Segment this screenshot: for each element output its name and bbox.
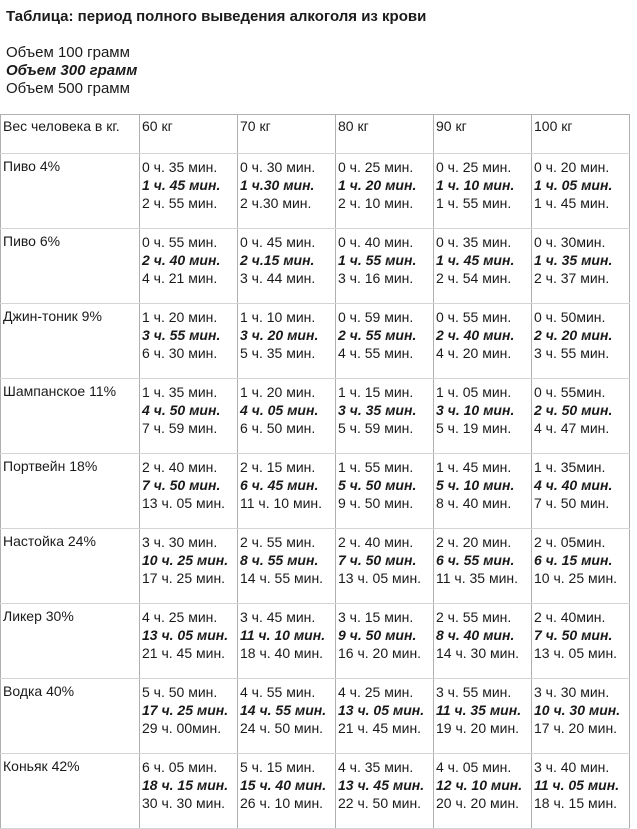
time-500g: 2 ч. 55 мин. xyxy=(142,195,218,211)
table-row xyxy=(1,454,630,529)
drink-name-cell: Портвейн 18% xyxy=(1,454,140,529)
time-cell xyxy=(532,229,630,304)
time-cell xyxy=(434,604,532,679)
table-row xyxy=(1,154,630,229)
time-100g: 4 ч. 05 мин. xyxy=(436,759,512,775)
time-300g: 2 ч.15 мин. xyxy=(240,252,315,268)
time-500g: 7 ч. 59 мин. xyxy=(142,420,218,436)
header-weight-90: 90 кг xyxy=(434,115,532,154)
time-100g: 2 ч. 40 мин. xyxy=(142,459,218,475)
time-cell xyxy=(434,229,532,304)
time-100g: 3 ч. 55 мин. xyxy=(436,684,512,700)
time-300g: 3 ч. 20 мин. xyxy=(240,327,319,343)
time-100g: 3 ч. 15 мин. xyxy=(338,609,414,625)
legend-volume-100: Объем 100 грамм xyxy=(6,44,130,61)
time-500g: 4 ч. 21 мин. xyxy=(142,270,218,286)
time-300g: 4 ч. 50 мин. xyxy=(142,402,221,418)
time-cell xyxy=(336,379,434,454)
time-500g: 14 ч. 30 мин. xyxy=(436,645,520,661)
time-100g: 1 ч. 55 мин. xyxy=(338,459,414,475)
time-100g: 1 ч. 35 мин. xyxy=(142,384,218,400)
time-300g: 1 ч. 05 мин. xyxy=(534,177,613,193)
time-100g: 0 ч. 55 мин. xyxy=(142,234,218,250)
time-cell xyxy=(434,304,532,379)
time-100g: 3 ч. 30 мин. xyxy=(534,684,610,700)
time-300g: 8 ч. 55 мин. xyxy=(240,552,319,568)
time-cell xyxy=(336,679,434,754)
time-300g: 4 ч. 40 мин. xyxy=(534,477,613,493)
time-100g: 2 ч. 55 мин. xyxy=(436,609,512,625)
table-row xyxy=(1,529,630,604)
time-300g: 11 ч. 10 мин. xyxy=(240,627,326,643)
time-500g: 13 ч. 05 мин. xyxy=(534,645,618,661)
time-300g: 13 ч. 05 мин. xyxy=(338,702,425,718)
time-500g: 17 ч. 25 мин. xyxy=(142,570,226,586)
time-100g: 2 ч. 05мин. xyxy=(534,534,606,550)
time-500g: 21 ч. 45 мин. xyxy=(338,720,422,736)
time-500g: 14 ч. 55 мин. xyxy=(240,570,324,586)
page-title: Таблица: период полного выведения алкоголя из крови xyxy=(6,8,427,25)
time-100g: 0 ч. 59 мин. xyxy=(338,309,414,325)
time-100g: 4 ч. 55 мин. xyxy=(240,684,316,700)
time-cell xyxy=(238,604,336,679)
time-100g: 0 ч. 40 мин. xyxy=(338,234,414,250)
table-row xyxy=(1,679,630,754)
time-cell xyxy=(140,379,238,454)
time-300g: 17 ч. 25 мин. xyxy=(142,702,229,718)
time-500g: 6 ч. 30 мин. xyxy=(142,345,218,361)
time-300g: 3 ч. 10 мин. xyxy=(436,402,515,418)
time-cell xyxy=(238,154,336,229)
drink-name-cell: Джин-тоник 9% xyxy=(1,304,140,379)
time-300g: 2 ч. 55 мин. xyxy=(338,327,417,343)
time-300g: 2 ч. 40 мин. xyxy=(436,327,515,343)
header-weight-80: 80 кг xyxy=(336,115,434,154)
time-500g: 24 ч. 50 мин. xyxy=(240,720,324,736)
legend-volume-500: Объем 500 грамм xyxy=(6,80,130,97)
legend-volume-300: Объем 300 грамм xyxy=(6,62,138,79)
time-500g: 29 ч. 00мин. xyxy=(142,720,222,736)
time-cell xyxy=(238,229,336,304)
table-row xyxy=(1,229,630,304)
time-500g: 4 ч. 47 мин. xyxy=(534,420,610,436)
time-500g: 20 ч. 20 мин. xyxy=(436,795,520,811)
time-cell xyxy=(336,154,434,229)
time-500g: 2 ч. 54 мин. xyxy=(436,270,512,286)
time-300g: 1 ч. 55 мин. xyxy=(338,252,417,268)
time-cell xyxy=(532,604,630,679)
time-500g: 8 ч. 40 мин. xyxy=(436,495,512,511)
time-cell xyxy=(434,529,532,604)
drink-name-cell: Пиво 4% xyxy=(1,154,140,229)
time-cell xyxy=(238,679,336,754)
time-cell xyxy=(140,529,238,604)
time-300g: 6 ч. 15 мин. xyxy=(534,552,613,568)
time-cell xyxy=(336,304,434,379)
time-500g: 4 ч. 55 мин. xyxy=(338,345,414,361)
time-100g: 0 ч. 30мин. xyxy=(534,234,606,250)
time-300g: 12 ч. 10 мин. xyxy=(436,777,523,793)
time-500g: 1 ч. 55 мин. xyxy=(436,195,512,211)
time-500g: 17 ч. 20 мин. xyxy=(534,720,618,736)
time-100g: 1 ч. 10 мин. xyxy=(240,309,316,325)
alcohol-elimination-table xyxy=(0,114,630,829)
time-100g: 2 ч. 40 мин. xyxy=(338,534,414,550)
time-300g: 6 ч. 45 мин. xyxy=(240,477,319,493)
time-100g: 3 ч. 40 мин. xyxy=(534,759,610,775)
drink-name-cell: Водка 40% xyxy=(1,679,140,754)
time-500g: 19 ч. 20 мин. xyxy=(436,720,520,736)
time-100g: 0 ч. 55 мин. xyxy=(436,309,512,325)
time-100g: 4 ч. 25 мин. xyxy=(142,609,218,625)
time-300g: 1 ч. 20 мин. xyxy=(338,177,417,193)
time-cell xyxy=(238,529,336,604)
time-cell xyxy=(434,154,532,229)
time-500g: 26 ч. 10 мин. xyxy=(240,795,324,811)
time-500g: 7 ч. 50 мин. xyxy=(534,495,610,511)
time-500g: 2 ч.30 мин. xyxy=(240,195,312,211)
time-500g: 13 ч. 05 мин. xyxy=(142,495,226,511)
time-100g: 2 ч. 55 мин. xyxy=(240,534,316,550)
time-500g: 13 ч. 05 мин. xyxy=(338,570,422,586)
time-cell xyxy=(140,154,238,229)
time-100g: 0 ч. 35 мин. xyxy=(436,234,512,250)
time-300g: 6 ч. 55 мин. xyxy=(436,552,515,568)
time-300g: 13 ч. 45 мин. xyxy=(338,777,425,793)
time-500g: 3 ч. 44 мин. xyxy=(240,270,316,286)
time-100g: 1 ч. 20 мин. xyxy=(142,309,218,325)
time-100g: 1 ч. 35мин. xyxy=(534,459,606,475)
time-300g: 1 ч. 10 мин. xyxy=(436,177,515,193)
time-100g: 0 ч. 55мин. xyxy=(534,384,606,400)
time-300g: 15 ч. 40 мин. xyxy=(240,777,327,793)
time-100g: 0 ч. 20 мин. xyxy=(534,159,610,175)
time-100g: 0 ч. 25 мин. xyxy=(436,159,512,175)
time-500g: 2 ч. 10 мин. xyxy=(338,195,414,211)
time-100g: 0 ч. 25 мин. xyxy=(338,159,414,175)
time-300g: 10 ч. 25 мин. xyxy=(142,552,229,568)
time-100g: 1 ч. 05 мин. xyxy=(436,384,512,400)
time-300g: 1 ч.30 мин. xyxy=(240,177,315,193)
time-100g: 2 ч. 15 мин. xyxy=(240,459,316,475)
time-300g: 3 ч. 55 мин. xyxy=(142,327,221,343)
time-cell xyxy=(532,679,630,754)
time-500g: 5 ч. 35 мин. xyxy=(240,345,316,361)
time-500g: 3 ч. 55 мин. xyxy=(534,345,610,361)
time-100g: 1 ч. 15 мин. xyxy=(338,384,414,400)
time-cell xyxy=(336,229,434,304)
time-cell xyxy=(532,379,630,454)
time-cell xyxy=(336,604,434,679)
time-100g: 1 ч. 45 мин. xyxy=(436,459,512,475)
time-500g: 2 ч. 37 мин. xyxy=(534,270,610,286)
time-500g: 3 ч. 16 мин. xyxy=(338,270,414,286)
time-100g: 5 ч. 15 мин. xyxy=(240,759,316,775)
table-row xyxy=(1,304,630,379)
time-100g: 0 ч. 30 мин. xyxy=(240,159,316,175)
time-cell xyxy=(336,754,434,829)
drink-name-cell: Пиво 6% xyxy=(1,229,140,304)
header-weight-60: 60 кг xyxy=(140,115,238,154)
time-100g: 2 ч. 20 мин. xyxy=(436,534,512,550)
time-100g: 3 ч. 45 мин. xyxy=(240,609,316,625)
time-500g: 16 ч. 20 мин. xyxy=(338,645,422,661)
time-cell xyxy=(532,454,630,529)
time-500g: 18 ч. 40 мин. xyxy=(240,645,324,661)
time-300g: 2 ч. 40 мин. xyxy=(142,252,221,268)
time-300g: 1 ч. 45 мин. xyxy=(142,177,221,193)
time-300g: 11 ч. 05 мин. xyxy=(534,777,620,793)
time-500g: 5 ч. 19 мин. xyxy=(436,420,512,436)
header-weight-70: 70 кг xyxy=(238,115,336,154)
drink-name-cell: Ликер 30% xyxy=(1,604,140,679)
time-300g: 2 ч. 20 мин. xyxy=(534,327,613,343)
time-300g: 8 ч. 40 мин. xyxy=(436,627,515,643)
time-300g: 7 ч. 50 мин. xyxy=(142,477,221,493)
time-300g: 1 ч. 35 мин. xyxy=(534,252,613,268)
time-500g: 5 ч. 59 мин. xyxy=(338,420,414,436)
time-cell xyxy=(238,379,336,454)
time-300g: 5 ч. 50 мин. xyxy=(338,477,417,493)
table-header-row xyxy=(1,115,630,154)
time-300g: 1 ч. 45 мин. xyxy=(436,252,515,268)
table-row xyxy=(1,754,630,829)
header-weight-label: Вес человека в кг. xyxy=(1,115,140,154)
time-cell xyxy=(434,679,532,754)
time-300g: 3 ч. 35 мин. xyxy=(338,402,417,418)
time-500g: 30 ч. 30 мин. xyxy=(142,795,226,811)
time-100g: 0 ч. 35 мин. xyxy=(142,159,218,175)
time-500g: 4 ч. 20 мин. xyxy=(436,345,512,361)
time-300g: 7 ч. 50 мин. xyxy=(338,552,417,568)
time-300g: 18 ч. 15 мин. xyxy=(142,777,229,793)
time-100g: 6 ч. 05 мин. xyxy=(142,759,218,775)
time-500g: 11 ч. 35 мин. xyxy=(436,570,519,586)
time-100g: 0 ч. 45 мин. xyxy=(240,234,316,250)
time-300g: 4 ч. 05 мин. xyxy=(240,402,319,418)
time-500g: 18 ч. 15 мин. xyxy=(534,795,618,811)
time-cell xyxy=(336,529,434,604)
time-500g: 11 ч. 10 мин. xyxy=(240,495,323,511)
drink-name-cell: Коньяк 42% xyxy=(1,754,140,829)
time-300g: 10 ч. 30 мин. xyxy=(534,702,621,718)
time-cell xyxy=(238,754,336,829)
volume-legend xyxy=(6,44,137,98)
time-500g: 21 ч. 45 мин. xyxy=(142,645,226,661)
time-300g: 7 ч. 50 мин. xyxy=(534,627,613,643)
time-300g: 9 ч. 50 мин. xyxy=(338,627,417,643)
time-100g: 4 ч. 25 мин. xyxy=(338,684,414,700)
time-cell xyxy=(238,304,336,379)
time-cell xyxy=(532,529,630,604)
time-300g: 14 ч. 55 мин. xyxy=(240,702,327,718)
time-cell xyxy=(140,754,238,829)
time-cell xyxy=(140,604,238,679)
time-300g: 13 ч. 05 мин. xyxy=(142,627,229,643)
time-cell xyxy=(140,679,238,754)
time-cell xyxy=(532,304,630,379)
time-100g: 0 ч. 50мин. xyxy=(534,309,606,325)
drink-name-cell: Шампанское 11% xyxy=(1,379,140,454)
time-500g: 9 ч. 50 мин. xyxy=(338,495,414,511)
time-100g: 3 ч. 30 мин. xyxy=(142,534,218,550)
time-cell xyxy=(434,754,532,829)
time-cell xyxy=(140,454,238,529)
time-cell xyxy=(434,454,532,529)
time-cell xyxy=(336,454,434,529)
time-100g: 1 ч. 20 мин. xyxy=(240,384,316,400)
time-100g: 4 ч. 35 мин. xyxy=(338,759,414,775)
time-cell xyxy=(140,229,238,304)
table-row xyxy=(1,604,630,679)
time-cell xyxy=(238,454,336,529)
time-300g: 2 ч. 50 мин. xyxy=(534,402,613,418)
time-cell xyxy=(532,754,630,829)
time-500g: 6 ч. 50 мин. xyxy=(240,420,316,436)
header-weight-100: 100 кг xyxy=(532,115,630,154)
time-500g: 22 ч. 50 мин. xyxy=(338,795,422,811)
drink-name-cell: Настойка 24% xyxy=(1,529,140,604)
time-100g: 5 ч. 50 мин. xyxy=(142,684,218,700)
time-cell xyxy=(532,154,630,229)
time-300g: 5 ч. 10 мин. xyxy=(436,477,515,493)
time-100g: 2 ч. 40мин. xyxy=(534,609,606,625)
time-500g: 1 ч. 45 мин. xyxy=(534,195,610,211)
time-cell xyxy=(140,304,238,379)
time-cell xyxy=(434,379,532,454)
time-300g: 11 ч. 35 мин. xyxy=(436,702,522,718)
time-500g: 10 ч. 25 мин. xyxy=(534,570,618,586)
table-row xyxy=(1,379,630,454)
